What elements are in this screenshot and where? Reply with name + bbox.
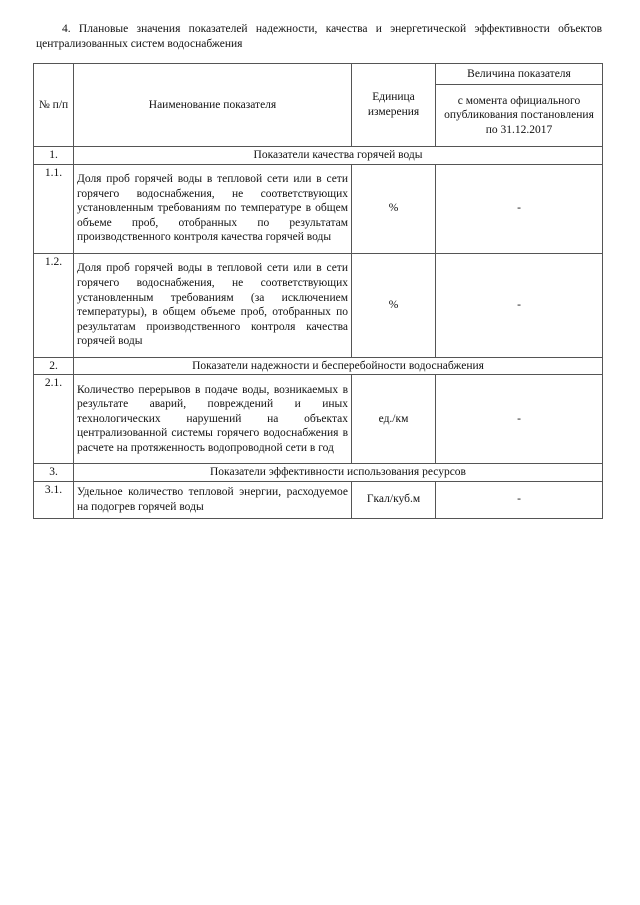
value-cell: - [436,481,603,518]
value-cell: - [436,164,603,253]
header-num: № п/п [34,64,74,147]
section-heading: 4. Плановые значения показателей надежности, качества и энергетической эффективности объектов централизованных систем водоснабжения [36,23,602,50]
section-title: Показатели качества горячей воды [74,147,603,165]
indicator-name: Доля проб горячей воды в тепловой сети или в сети горячего водоснабжения, не соответствующих установленным требованиям (за исключением температуры), в общем объеме проб, отобранных по результатам производственного контроля качества горячей воды [74,253,352,357]
section-title: Показатели надежности и бесперебойности водоснабжения [74,357,603,375]
header-value-group: Величина показателя [436,64,603,85]
value-cell: - [436,375,603,464]
table-header-row [34,64,603,85]
indicator-name: Удельное количество тепловой энергии, расходуемое на подогрев горячей воды [74,481,352,518]
section-number: 1. [34,147,74,165]
header-unit: Единица измерения [352,64,436,147]
section-row [34,147,603,165]
unit-cell: Гкал/куб.м [352,481,436,518]
unit-cell: % [352,164,436,253]
row-number: 1.2. [34,253,74,357]
table-row [34,481,603,518]
section-row [34,464,603,482]
value-cell: - [436,253,603,357]
header-value-period: с момента официального опубликования постановления по 31.12.2017 [436,85,603,147]
section-title: Показатели эффективности использования ресурсов [74,464,603,482]
table-row [34,253,603,357]
section-row [34,357,603,375]
row-number: 2.1. [34,375,74,464]
row-number: 3.1. [34,481,74,518]
indicators-table [33,63,603,519]
unit-cell: ед./км [352,375,436,464]
header-name: Наименование показателя [74,64,352,147]
indicator-name: Количество перерывов в подаче воды, возникаемых в результате аварий, повреждений и иных технологических нарушений на объектах централизованной системы горячего водоснабжения в расчете на протяженность водопроводной сети в год [74,375,352,464]
unit-cell: % [352,253,436,357]
section-number: 2. [34,357,74,375]
table-row [34,375,603,464]
table-row [34,164,603,253]
section-number: 3. [34,464,74,482]
row-number: 1.1. [34,164,74,253]
indicator-name: Доля проб горячей воды в тепловой сети или в сети горячего водоснабжения, не соответствующих установленным требованиям по температуре в общем объеме проб, отобранных по результатам производственного контроля качества горячей воды [74,164,352,253]
